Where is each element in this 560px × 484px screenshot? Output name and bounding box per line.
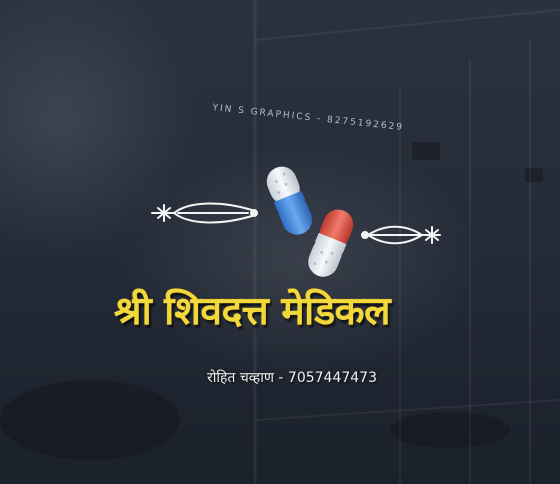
- left-flourish-ornament: [148, 196, 260, 230]
- medicine-capsules-illustration: [255, 160, 365, 285]
- blue-white-capsule: [262, 162, 316, 239]
- shop-name-title: श्री शिवदत्त मेडिकल: [114, 289, 391, 334]
- right-flourish-ornament: [360, 218, 446, 252]
- contact-line: रोहित चव्हाण - 7057447473: [207, 370, 377, 386]
- watermark-text: YIN S GRAPHICS - 8275192629: [211, 103, 405, 134]
- red-white-capsule: [304, 205, 358, 281]
